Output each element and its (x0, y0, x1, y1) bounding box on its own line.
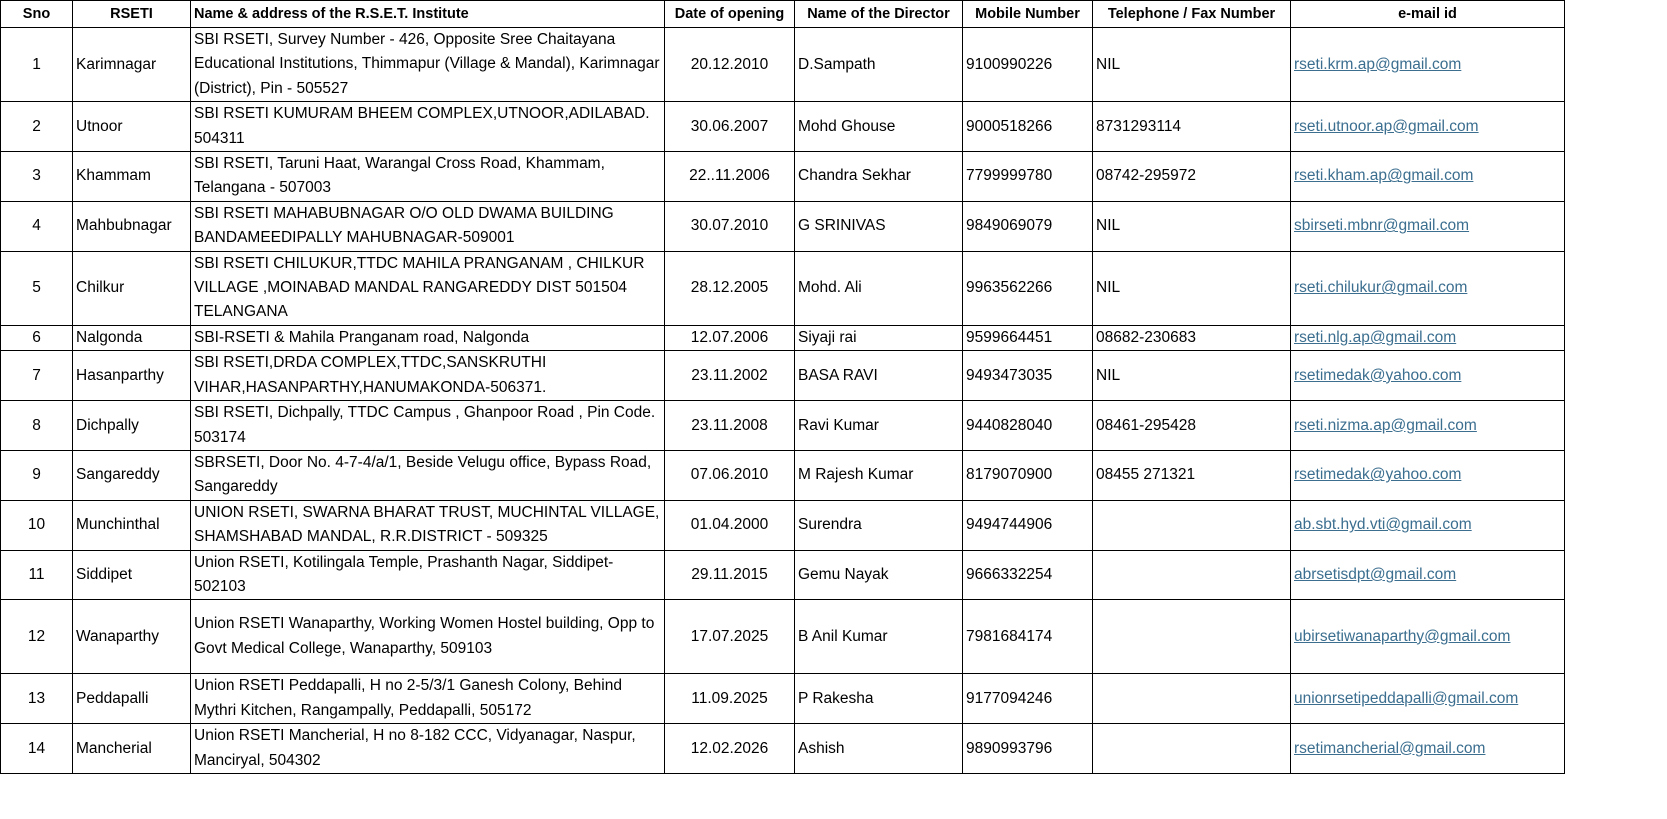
cell-director: Siyaji rai (795, 325, 963, 350)
cell-address: UNION RSETI, SWARNA BHARAT TRUST, MUCHINTAL VILLAGE, SHAMSHABAD MANDAL, R.R.DISTRICT - 509325 (191, 500, 665, 550)
cell-sno: 6 (1, 325, 73, 350)
cell-address: SBI RSETI CHILUKUR,TTDC MAHILA PRANGANAM , CHILKUR VILLAGE ,MOINABAD MANDAL RANGAREDDY DIST 501504 TELANGANA (191, 251, 665, 325)
cell-sno: 11 (1, 550, 73, 600)
cell-mobile: 9890993796 (963, 724, 1093, 774)
cell-address: Union RSETI, Kotilingala Temple, Prashanth Nagar, Siddipet-502103 (191, 550, 665, 600)
header-email: e-mail id (1291, 1, 1565, 28)
cell-mobile: 9000518266 (963, 102, 1093, 152)
table-row (1, 724, 1565, 774)
cell-rseti: Mahbubnagar (73, 201, 191, 251)
cell-phone (1093, 500, 1291, 550)
cell-mobile: 9963562266 (963, 251, 1093, 325)
cell-sno: 13 (1, 674, 73, 724)
cell-opening: 07.06.2010 (665, 450, 795, 500)
cell-opening: 23.11.2008 (665, 401, 795, 451)
cell-phone (1093, 550, 1291, 600)
header-director: Name of the Director (795, 1, 963, 28)
cell-opening: 22..11.2006 (665, 152, 795, 202)
cell-address: Union RSETI Peddapalli, H no 2-5/3/1 Ganesh Colony, Behind Mythri Kitchen, Rangampally, Peddapalli, 505172 (191, 674, 665, 724)
cell-email (1291, 102, 1565, 152)
header-address: Name & address of the R.S.E.T. Institute (191, 1, 665, 28)
cell-sno: 9 (1, 450, 73, 500)
cell-opening: 29.11.2015 (665, 550, 795, 600)
cell-address: SBI-RSETI & Mahila Pranganam road, Nalgonda (191, 325, 665, 350)
cell-address: SBI RSETI KUMURAM BHEEM COMPLEX,UTNOOR,ADILABAD. 504311 (191, 102, 665, 152)
cell-sno: 4 (1, 201, 73, 251)
cell-mobile: 8179070900 (963, 450, 1093, 500)
cell-address: SBI RSETI, Survey Number - 426, Opposite Sree Chaitayana Educational Institutions, Thimmapur (Village & Mandal), Karimnagar (District), Pin - 505527 (191, 28, 665, 102)
cell-director: Gemu Nayak (795, 550, 963, 600)
cell-director: Mohd. Ali (795, 251, 963, 325)
cell-sno: 3 (1, 152, 73, 202)
cell-rseti: Dichpally (73, 401, 191, 451)
cell-director: D.Sampath (795, 28, 963, 102)
table-row (1, 600, 1565, 674)
header-phone: Telephone / Fax Number (1093, 1, 1291, 28)
cell-opening: 17.07.2025 (665, 600, 795, 674)
email-link[interactable]: ubirsetiwanaparthy@gmail.com (1294, 627, 1511, 645)
header-opening: Date of opening (665, 1, 795, 28)
cell-mobile: 9599664451 (963, 325, 1093, 350)
cell-email (1291, 251, 1565, 325)
cell-rseti: Hasanparthy (73, 351, 191, 401)
cell-phone: NIL (1093, 251, 1291, 325)
cell-phone: NIL (1093, 28, 1291, 102)
table-row (1, 28, 1565, 102)
cell-rseti: Sangareddy (73, 450, 191, 500)
cell-director: Ashish (795, 724, 963, 774)
cell-address: Union RSETI Wanaparthy, Working Women Hostel building, Opp to Govt Medical College, Wanaparthy, 509103 (191, 600, 665, 674)
cell-director: Chandra Sekhar (795, 152, 963, 202)
cell-email (1291, 550, 1565, 600)
cell-address: SBI RSETI,DRDA COMPLEX,TTDC,SANSKRUTHI VIHAR,HASANPARTHY,HANUMAKONDA-506371. (191, 351, 665, 401)
cell-address: SBI RSETI, Dichpally, TTDC Campus , Ghanpoor Road , Pin Code. 503174 (191, 401, 665, 451)
cell-rseti: Chilkur (73, 251, 191, 325)
table-row (1, 201, 1565, 251)
table-row (1, 500, 1565, 550)
cell-opening: 20.12.2010 (665, 28, 795, 102)
cell-phone: 08742-295972 (1093, 152, 1291, 202)
cell-phone: 8731293114 (1093, 102, 1291, 152)
cell-opening: 12.07.2006 (665, 325, 795, 350)
cell-email (1291, 28, 1565, 102)
cell-phone: 08455 271321 (1093, 450, 1291, 500)
cell-opening: 30.07.2010 (665, 201, 795, 251)
cell-sno: 5 (1, 251, 73, 325)
cell-phone (1093, 600, 1291, 674)
table-row (1, 550, 1565, 600)
email-link[interactable]: rsetimedak@yahoo.com (1294, 466, 1462, 484)
cell-rseti: Peddapalli (73, 674, 191, 724)
table-row (1, 401, 1565, 451)
cell-rseti: Khammam (73, 152, 191, 202)
cell-director: BASA RAVI (795, 351, 963, 401)
email-link[interactable]: rsetimancherial@gmail.com (1294, 739, 1486, 757)
cell-address: SBI RSETI, Taruni Haat, Warangal Cross Road, Khammam, Telangana - 507003 (191, 152, 665, 202)
header-mobile: Mobile Number (963, 1, 1093, 28)
table-row (1, 325, 1565, 350)
cell-sno: 12 (1, 600, 73, 674)
email-link[interactable]: abrsetisdpt@gmail.com (1294, 565, 1457, 583)
cell-director: M Rajesh Kumar (795, 450, 963, 500)
cell-sno: 10 (1, 500, 73, 550)
cell-rseti: Wanaparthy (73, 600, 191, 674)
email-link[interactable]: sbirseti.mbnr@gmail.com (1294, 217, 1470, 235)
email-link[interactable]: rseti.utnoor.ap@gmail.com (1294, 117, 1479, 135)
cell-email (1291, 674, 1565, 724)
email-link[interactable]: unionrsetipeddapalli@gmail.com (1294, 689, 1519, 707)
cell-rseti: Siddipet (73, 550, 191, 600)
cell-mobile: 9849069079 (963, 201, 1093, 251)
cell-mobile: 9494744906 (963, 500, 1093, 550)
cell-email (1291, 401, 1565, 451)
cell-email (1291, 351, 1565, 401)
cell-sno: 1 (1, 28, 73, 102)
cell-mobile: 7799999780 (963, 152, 1093, 202)
cell-phone (1093, 724, 1291, 774)
cell-sno: 2 (1, 102, 73, 152)
cell-director: Ravi Kumar (795, 401, 963, 451)
cell-email (1291, 201, 1565, 251)
cell-director: B Anil Kumar (795, 600, 963, 674)
email-link[interactable]: rseti.chilukur@gmail.com (1294, 279, 1468, 297)
cell-director: Surendra (795, 500, 963, 550)
email-link[interactable]: rseti.nlg.ap@gmail.com (1294, 329, 1457, 347)
header-sno: Sno (1, 1, 73, 28)
cell-email (1291, 600, 1565, 674)
cell-opening: 30.06.2007 (665, 102, 795, 152)
email-link[interactable]: rseti.kham.ap@gmail.com (1294, 167, 1474, 185)
cell-opening: 11.09.2025 (665, 674, 795, 724)
cell-address: SBI RSETI MAHABUBNAGAR O/O OLD DWAMA BUILDING BANDAMEEDIPALLY MAHUBNAGAR-509001 (191, 201, 665, 251)
cell-rseti: Utnoor (73, 102, 191, 152)
email-link[interactable]: ab.sbt.hyd.vti@gmail.com (1294, 516, 1472, 534)
cell-phone: 08461-295428 (1093, 401, 1291, 451)
cell-mobile: 9100990226 (963, 28, 1093, 102)
header-rseti: RSETI (73, 1, 191, 28)
cell-email (1291, 450, 1565, 500)
table-row (1, 102, 1565, 152)
header-row (1, 1, 1565, 28)
cell-mobile: 9177094246 (963, 674, 1093, 724)
cell-email (1291, 152, 1565, 202)
email-link[interactable]: rseti.krm.ap@gmail.com (1294, 55, 1462, 73)
cell-address: Union RSETI Mancherial, H no 8-182 CCC, Vidyanagar, Naspur, Manciryal, 504302 (191, 724, 665, 774)
cell-email (1291, 325, 1565, 350)
cell-phone: NIL (1093, 351, 1291, 401)
cell-email (1291, 724, 1565, 774)
cell-sno: 14 (1, 724, 73, 774)
cell-email (1291, 500, 1565, 550)
cell-director: Mohd Ghouse (795, 102, 963, 152)
cell-director: P Rakesha (795, 674, 963, 724)
cell-rseti: Nalgonda (73, 325, 191, 350)
table-row (1, 674, 1565, 724)
cell-mobile: 9666332254 (963, 550, 1093, 600)
cell-phone: NIL (1093, 201, 1291, 251)
cell-mobile: 9493473035 (963, 351, 1093, 401)
cell-rseti: Mancherial (73, 724, 191, 774)
cell-sno: 7 (1, 351, 73, 401)
cell-phone (1093, 674, 1291, 724)
cell-opening: 23.11.2002 (665, 351, 795, 401)
cell-mobile: 9440828040 (963, 401, 1093, 451)
table-row (1, 351, 1565, 401)
cell-sno: 8 (1, 401, 73, 451)
cell-opening: 01.04.2000 (665, 500, 795, 550)
cell-phone: 08682-230683 (1093, 325, 1291, 350)
table-row (1, 450, 1565, 500)
table-row (1, 152, 1565, 202)
cell-address: SBRSETI, Door No. 4-7-4/a/1, Beside Velugu office, Bypass Road, Sangareddy (191, 450, 665, 500)
email-link[interactable]: rseti.nizma.ap@gmail.com (1294, 416, 1477, 434)
cell-rseti: Munchinthal (73, 500, 191, 550)
cell-rseti: Karimnagar (73, 28, 191, 102)
cell-director: G SRINIVAS (795, 201, 963, 251)
table-row (1, 251, 1565, 325)
cell-mobile: 7981684174 (963, 600, 1093, 674)
cell-opening: 28.12.2005 (665, 251, 795, 325)
email-link[interactable]: rsetimedak@yahoo.com (1294, 366, 1462, 384)
cell-opening: 12.02.2026 (665, 724, 795, 774)
